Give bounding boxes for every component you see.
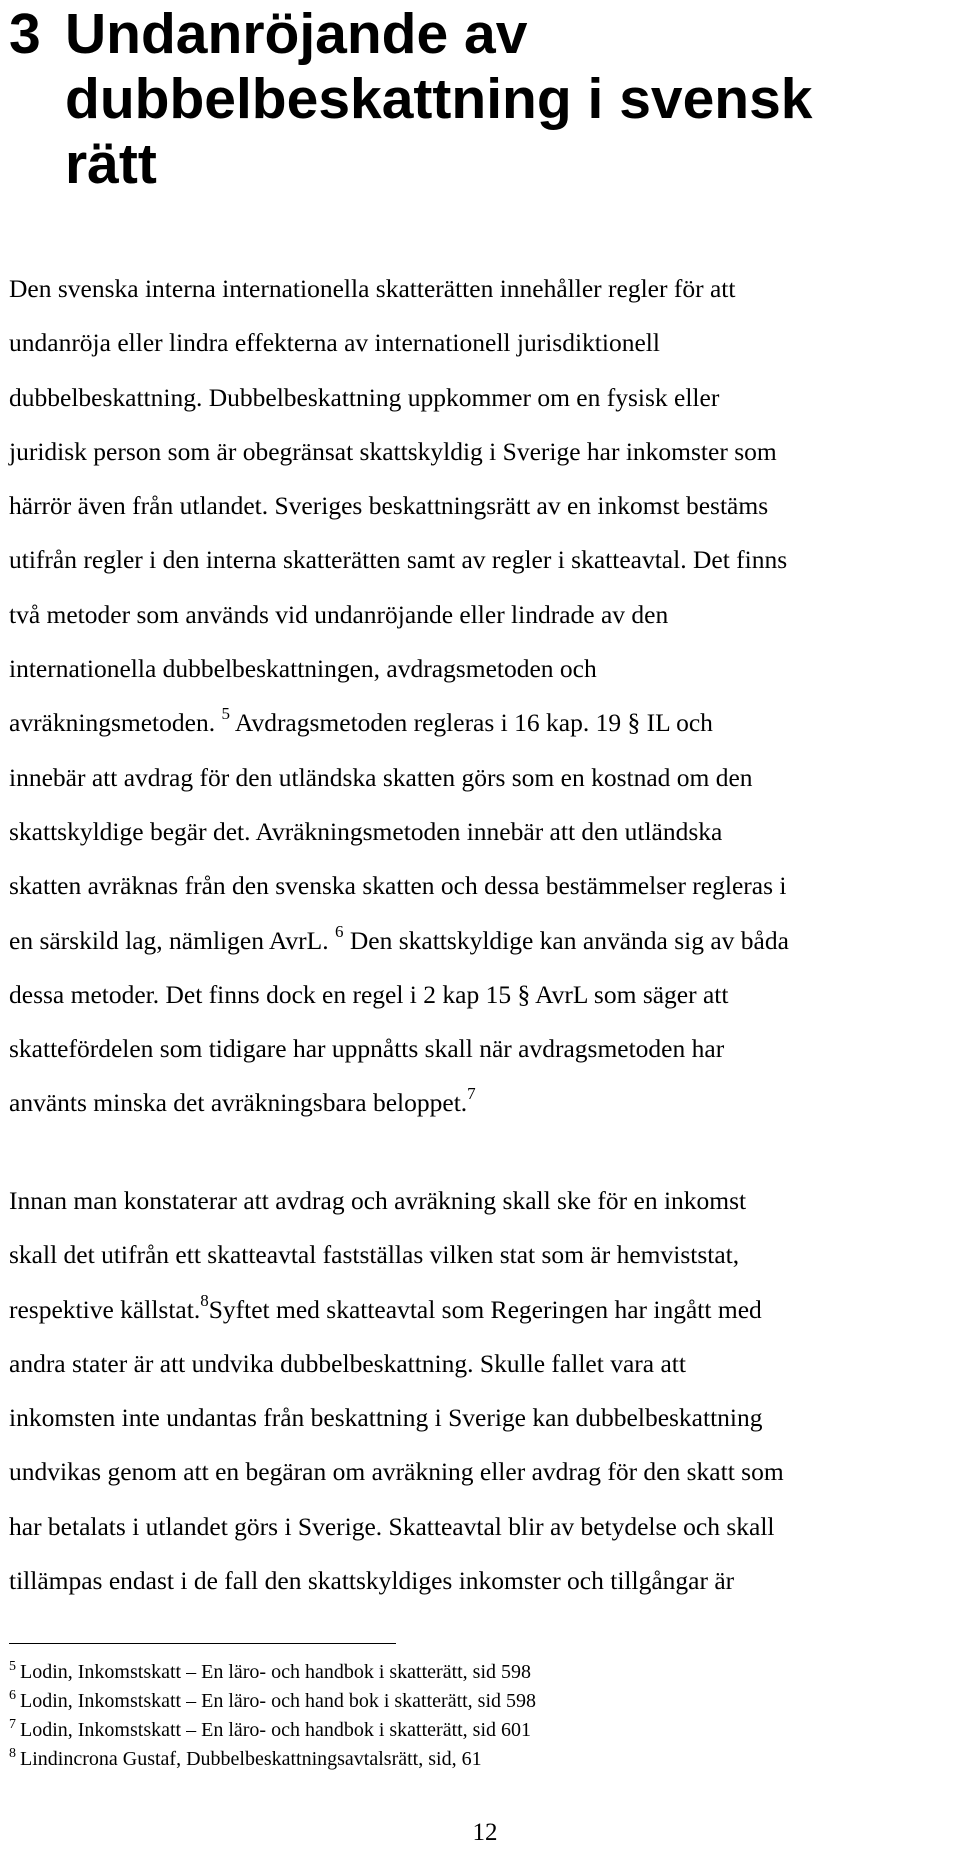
text-line: dessa metoder. Det finns dock en regel i 2 kap 15 § AvrL som säger att (9, 979, 729, 1009)
footnote-item (9, 1745, 536, 1774)
text-line: utifrån regler i den interna skatterätten samt av regler i skatteavtal. Det finns (9, 545, 788, 575)
footnote-ref-6[interactable]: 6 (335, 921, 344, 941)
text-line: dubbelbeskattning. Dubbelbeskattning uppkommer om en fysisk eller (9, 382, 720, 412)
text-line: undvikas genom att en begäran om avräkning eller avdrag för den skatt som (9, 1457, 784, 1487)
text-line (9, 914, 954, 968)
chapter-title-line-3: rätt (65, 132, 157, 196)
text-line (9, 696, 954, 750)
footnote-ref-7[interactable]: 7 (467, 1084, 476, 1104)
text-segment: Syftet med skatteavtal som Regeringen har ingått med (208, 1294, 762, 1324)
text-line: Innan man konstaterar att avdrag och avräkning skall ske för en inkomst (9, 1186, 747, 1215)
text-line: Den svenska interna internationella skatterätten innehåller regler för att (9, 274, 736, 303)
text-line: tillämpas endast i de fall den skattskyldiges inkomster och tillgångar är (9, 1566, 735, 1596)
text-line: två metoder som används vid undanröjande eller lindrade av den (9, 599, 669, 629)
text-line: juridisk person som är obegränsat skattskyldig i Sverige har inkomster som (9, 436, 777, 466)
footnote-number: 8 (9, 1746, 16, 1761)
text-line: härrör även från utlandet. Sveriges beskattningsrätt av en inkomst bestäms (9, 491, 769, 521)
footnote-text: Lodin, Inkomstskatt – En läro- och hand bok i skatterätt, sid 598 (20, 1690, 537, 1712)
text-segment: använts minska det avräkningsbara beloppet. (9, 1088, 468, 1118)
footnote-ref-8[interactable]: 8 (200, 1290, 209, 1310)
text-segment: Avdragsmetoden regleras i 16 kap. 19 § IL och (229, 708, 713, 738)
text-line: andra stater är att undvika dubbelbeskattning. Skulle fallet vara att (9, 1348, 686, 1378)
footnote-item (9, 1716, 536, 1745)
chapter-title-line-2: dubbelbeskattning i svensk (65, 67, 813, 131)
page-number: 12 (472, 1819, 498, 1846)
chapter-title-line-1: Undanröjande av (65, 2, 528, 66)
text-line: skattefördelen som tidigare har uppnåtts skall när avdragsmetoden har (9, 1034, 725, 1064)
text-line (9, 1283, 954, 1337)
text-segment: respektive källstat. (9, 1294, 201, 1324)
chapter-heading (9, 2, 909, 197)
footnote-text: Lindincrona Gustaf, Dubbelbeskattningsavtalsrätt, sid, 61 (20, 1748, 482, 1770)
footnote-number: 7 (9, 1717, 16, 1732)
footnote-ref-5[interactable]: 5 (221, 704, 230, 724)
footnote-list (9, 1658, 536, 1774)
footnote-text: Lodin, Inkomstskatt – En läro- och handbok i skatterätt, sid 601 (20, 1719, 532, 1741)
footnote-item (9, 1658, 536, 1687)
text-line: har betalats i utlandet görs i Sverige. Skatteavtal blir av betydelse och skall (9, 1511, 775, 1541)
text-line: internationella dubbelbeskattningen, avdragsmetoden och (9, 654, 597, 684)
text-line: undanröja eller lindra effekterna av internationell jurisdiktionell (9, 328, 660, 358)
footnote-item (9, 1687, 536, 1716)
footnote-number: 6 (9, 1688, 16, 1703)
text-segment: avräkningsmetoden. (9, 708, 222, 738)
text-line (9, 1076, 954, 1130)
footnote-number: 5 (9, 1659, 16, 1674)
footnote-separator (9, 1643, 396, 1644)
paragraph-2 (9, 1174, 954, 1608)
chapter-number: 3 (9, 2, 41, 66)
text-segment: Den skattskyldige kan använda sig av båda (343, 925, 789, 955)
text-segment: en särskild lag, nämligen AvrL. (9, 925, 335, 955)
paragraph-1 (9, 262, 954, 1131)
footnote-text: Lodin, Inkomstskatt – En läro- och handbok i skatterätt, sid 598 (20, 1661, 532, 1683)
text-line: skattskyldige begär det. Avräkningsmetoden innebär att den utländska (9, 816, 723, 846)
text-line: inkomsten inte undantas från beskattning i Sverige kan dubbelbeskattning (9, 1403, 763, 1433)
text-line: innebär att avdrag för den utländska skatten görs som en kostnad om den (9, 762, 753, 792)
text-line: skatten avräknas från den svenska skatten och dessa bestämmelser regleras i (9, 871, 787, 901)
text-line: skall det utifrån ett skatteavtal fastställas vilken stat som är hemviststat, (9, 1240, 740, 1270)
